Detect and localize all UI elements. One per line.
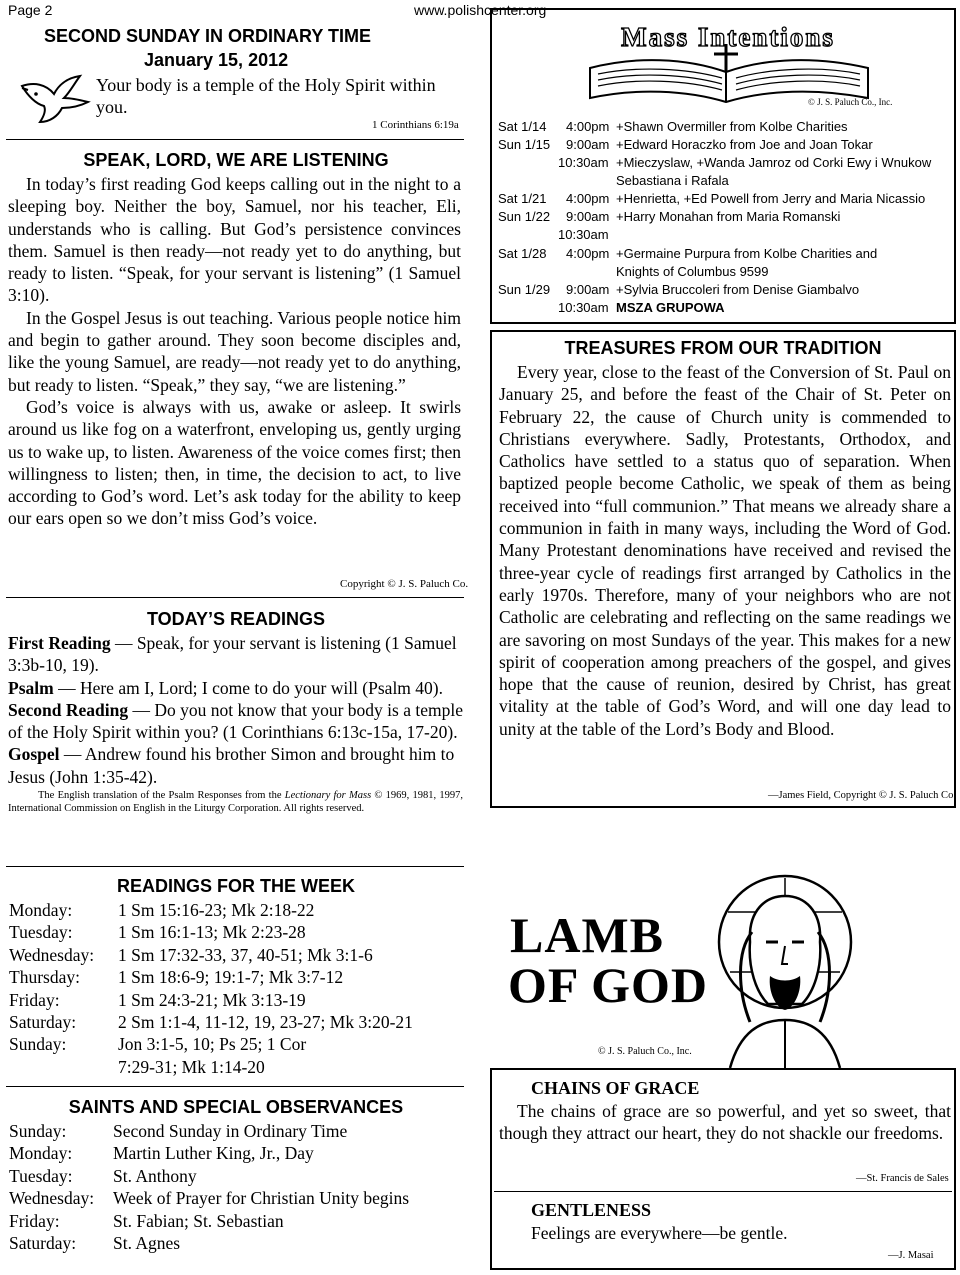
intention-day: Sun 1/15 bbox=[498, 137, 551, 152]
day-label: Saturday: bbox=[9, 1233, 77, 1254]
psalm-copyright-note: The English translation of the Psalm Responses from the Lectionary for Mass © 1969, 1981, 1997, International Commission on English in the Liturgy Corporation. All rights reserved. bbox=[8, 790, 463, 815]
intention-time: 9:00am bbox=[566, 209, 610, 224]
reading-label: Second Reading bbox=[8, 699, 129, 720]
treasures-heading: TREASURES FROM OUR TRADITION bbox=[564, 338, 882, 358]
jesus-portrait-icon bbox=[690, 872, 880, 1068]
banner-credit: © J. S. Paluch Co., Inc. bbox=[808, 97, 893, 107]
table-row bbox=[9, 989, 458, 1011]
speak-copyright: Copyright © J. S. Paluch Co. bbox=[340, 578, 469, 590]
reading-citation: 1 Sm 18:6-9; 19:1-7; Mk 3:7-12 bbox=[118, 967, 344, 988]
reading-citation: 2 Sm 1:1-4, 11-12, 19, 23-27; Mk 3:20-21 bbox=[118, 1012, 413, 1033]
observance: Martin Luther King, Jr., Day bbox=[113, 1143, 314, 1164]
table-row bbox=[9, 1165, 409, 1187]
intention-time: 10:30am bbox=[558, 227, 609, 242]
intention-text: +Mieczyslaw, +Wanda Jamroz od Corki Ewy i Wnukow bbox=[616, 155, 932, 170]
speak-paragraph: God’s voice is always with us, awake or asleep. It swirls around us like fog on a waterfront, enveloping us, gently urging us to wake up, to listen. Awareness of the voice comes first; then willingness to listen; then, in time, the decision to act, to live according to God’s word. Let’s ask today for the ability to keep our ears open so we don’t miss God’s voice. bbox=[8, 396, 461, 529]
table-row bbox=[9, 944, 458, 966]
reading-citation: Jon 3:1-5, 10; Ps 25; 1 Cor 7:29-31; Mk 1:14-20 bbox=[118, 1034, 307, 1077]
day-label: Friday: bbox=[9, 989, 60, 1010]
intention-time: 10:30am bbox=[558, 300, 609, 315]
day-label: Wednesday: bbox=[9, 1188, 95, 1209]
intention-text: +Sylvia Bruccoleri from Denise Giambalvo bbox=[616, 282, 860, 297]
saints-table bbox=[9, 1120, 409, 1254]
lamb-title-line1: LAMB bbox=[510, 907, 664, 963]
gentleness-heading: GENTLENESS bbox=[531, 1200, 652, 1220]
reading-item bbox=[8, 699, 463, 744]
observance: Week of Prayer for Christian Unity begins bbox=[113, 1188, 410, 1209]
observance: St. Agnes bbox=[113, 1233, 181, 1254]
reading-label: Psalm bbox=[8, 677, 54, 698]
table-row bbox=[9, 1210, 409, 1232]
intention-day: Sun 1/22 bbox=[498, 209, 551, 224]
day-label: Monday: bbox=[9, 900, 73, 920]
intention-time: 4:00pm bbox=[566, 246, 610, 261]
divider bbox=[6, 597, 464, 598]
day-label: Saturday: bbox=[9, 1012, 77, 1033]
intention-text: MSZA GRUPOWA bbox=[616, 300, 725, 315]
reading-item bbox=[8, 677, 463, 699]
reading-text: — Speak, for your servant is listening (1 Samuel 3:3b-10, 19). bbox=[8, 633, 457, 676]
intention-day: Sat 1/21 bbox=[498, 191, 547, 206]
week-readings-heading: READINGS FOR THE WEEK bbox=[116, 876, 355, 896]
intention-text: +Germaine Purpura from Kolbe Charities and bbox=[616, 246, 878, 261]
reading-item bbox=[8, 632, 463, 677]
table-row bbox=[9, 1033, 458, 1078]
reading-citation: 1 Sm 17:32-33, 37, 40-51; Mk 3:1-6 bbox=[118, 944, 373, 965]
intention-text: +Edward Horaczko from Joe and Joan Tokar bbox=[616, 137, 873, 152]
table-row bbox=[9, 1120, 409, 1142]
sunday-verse: Your body is a temple of the Holy Spirit within you. bbox=[96, 75, 436, 117]
divider bbox=[6, 1086, 464, 1087]
saints-heading: SAINTS AND SPECIAL OBSERVANCES bbox=[68, 1097, 404, 1117]
page-number: Page 2 bbox=[8, 2, 53, 18]
reading-citation: 1 Sm 15:16-23; Mk 2:18-22 bbox=[118, 900, 315, 920]
reading-label: First Reading bbox=[8, 633, 111, 653]
intention-day: Sun 1/29 bbox=[498, 282, 551, 297]
intention-day: Sat 1/14 bbox=[498, 119, 547, 134]
intention-text: Sebastiana i Rafala bbox=[616, 173, 729, 188]
reading-text: — Do you not know that your body is a temple of the Holy Spirit within you? (1 Corinthians 6:13c-15a, 17-20). bbox=[8, 699, 463, 743]
sunday-title: SECOND SUNDAY IN ORDINARY TIME bbox=[44, 26, 372, 46]
todays-readings-heading: TODAY’S READINGS bbox=[146, 609, 326, 629]
observance: Second Sunday in Ordinary Time bbox=[113, 1121, 348, 1141]
lamb-credit: © J. S. Paluch Co., Inc. bbox=[598, 1046, 692, 1057]
intention-day: Sat 1/28 bbox=[498, 246, 547, 261]
table-row bbox=[9, 1187, 409, 1209]
intention-time: 9:00am bbox=[566, 282, 610, 297]
table-row bbox=[9, 1232, 409, 1254]
intention-text: +Shawn Overmiller from Kolbe Charities bbox=[616, 119, 848, 134]
intention-time: 9:00am bbox=[566, 137, 610, 152]
intention-time: 10:30am bbox=[558, 155, 609, 170]
day-label: Wednesday: bbox=[9, 944, 95, 965]
observance: St. Fabian; St. Sebastian bbox=[113, 1210, 284, 1231]
sunday-date: January 15, 2012 bbox=[144, 50, 289, 70]
treasures-body: Every year, close to the feast of the Conversion of St. Paul on January 25, and before the feast of the Chair of St. Peter on February 22, the cause of Church unity is commended to Christians everywhere. Sadly, Protestants, Orthodox, and Catholics have settled to a status quo of separation. When baptized people become Catholic, we speak of them as being received into “full communion.” That means we already share a communion in faith in many ways, including the Word of God. Many Protestant denominations have received and revised the three-year cycle of readings first arranged by Catholics in the early 1970s. Therefore, many of your neighbors who are not Catholic are celebrating and reflecting on the same readings we are savoring on most Sundays of the year. This makes for a new spirit of cooperation among preachers of the gospel, and gives hope that the cause of reunion, desired by Christ, has great vitality at the table of God’s Word, and will one day lead to unity at the table of the Lord’s Body and Blood. bbox=[499, 362, 951, 739]
table-row bbox=[9, 921, 458, 943]
reading-text: — Here am I, Lord; I come to do your will (Psalm 40). bbox=[53, 677, 443, 698]
dove-icon bbox=[18, 72, 94, 126]
table-row bbox=[9, 1142, 409, 1164]
observance: St. Anthony bbox=[113, 1165, 197, 1186]
intention-text: +Harry Monahan from Maria Romanski bbox=[616, 209, 841, 224]
day-label: Tuesday: bbox=[9, 1165, 73, 1186]
divider bbox=[6, 866, 464, 867]
intention-text: +Henrietta, +Ed Powell from Jerry and Maria Nicassio bbox=[616, 191, 926, 206]
day-label: Tuesday: bbox=[9, 922, 73, 943]
todays-readings-list bbox=[8, 632, 463, 815]
week-readings-table bbox=[9, 899, 458, 1078]
intention-time: 4:00pm bbox=[566, 191, 610, 206]
day-label: Sunday: bbox=[9, 1121, 67, 1141]
treasures-credit: —James Field, Copyright © J. S. Paluch Co. bbox=[768, 790, 956, 801]
chains-heading: CHAINS OF GRACE bbox=[531, 1078, 700, 1098]
gentleness-credit: —J. Masai bbox=[888, 1250, 934, 1261]
verse-reference: 1 Corinthians 6:19a bbox=[372, 119, 459, 131]
speak-body bbox=[8, 173, 461, 530]
table-row bbox=[9, 966, 458, 988]
lamb-title-line2: OF GOD bbox=[508, 957, 708, 1013]
chains-credit: —St. Francis de Sales bbox=[856, 1173, 949, 1184]
day-label: Thursday: bbox=[9, 967, 80, 988]
reading-text: — Andrew found his brother Simon and brought him to Jesus (John 1:35-42). bbox=[8, 744, 455, 787]
divider bbox=[494, 1191, 952, 1192]
reading-label: Gospel bbox=[8, 744, 60, 765]
intention-text: Knights of Columbus 9599 bbox=[616, 264, 769, 279]
day-label: Sunday: bbox=[9, 1034, 67, 1055]
intention-time: 4:00pm bbox=[566, 119, 610, 134]
gentleness-body: Feelings are everywhere—be gentle. bbox=[531, 1223, 788, 1243]
table-row bbox=[9, 899, 458, 921]
mass-intentions-title: Mass Intentions bbox=[621, 22, 835, 52]
speak-paragraph: In today’s first reading God keeps calling out in the night to a sleeping boy. Neither the boy, Samuel, nor his teacher, Eli, understands who is calling. But God’s persistence convinces them. Samuel is then ready—not ready yet to do anything, but ready to listen. “Speak, for your servant is listening” (1 Samuel 3:10). bbox=[8, 174, 461, 306]
speak-paragraph: In the Gospel Jesus is out teaching. Various people notice him and begin to gather around. They soon become disciples and, like the young Samuel, are ready—not ready yet to do anything, but ready to listen. “Speak,” they say, “we are listening.” bbox=[8, 307, 461, 395]
chains-body: The chains of grace are so powerful, and yet so sweet, that though they attract our heart, they do not shackle our freedoms. bbox=[499, 1101, 951, 1144]
site-url[interactable]: www.polishcenter.org bbox=[414, 2, 547, 18]
divider bbox=[6, 139, 464, 140]
day-label: Monday: bbox=[9, 1143, 73, 1164]
reading-citation: 1 Sm 16:1-13; Mk 2:23-28 bbox=[118, 922, 306, 943]
reading-item bbox=[8, 743, 463, 788]
reading-citation: 1 Sm 24:3-21; Mk 3:13-19 bbox=[118, 989, 306, 1010]
table-row bbox=[9, 1011, 458, 1033]
day-label: Friday: bbox=[9, 1210, 60, 1231]
speak-heading: SPEAK, LORD, WE ARE LISTENING bbox=[83, 150, 389, 170]
